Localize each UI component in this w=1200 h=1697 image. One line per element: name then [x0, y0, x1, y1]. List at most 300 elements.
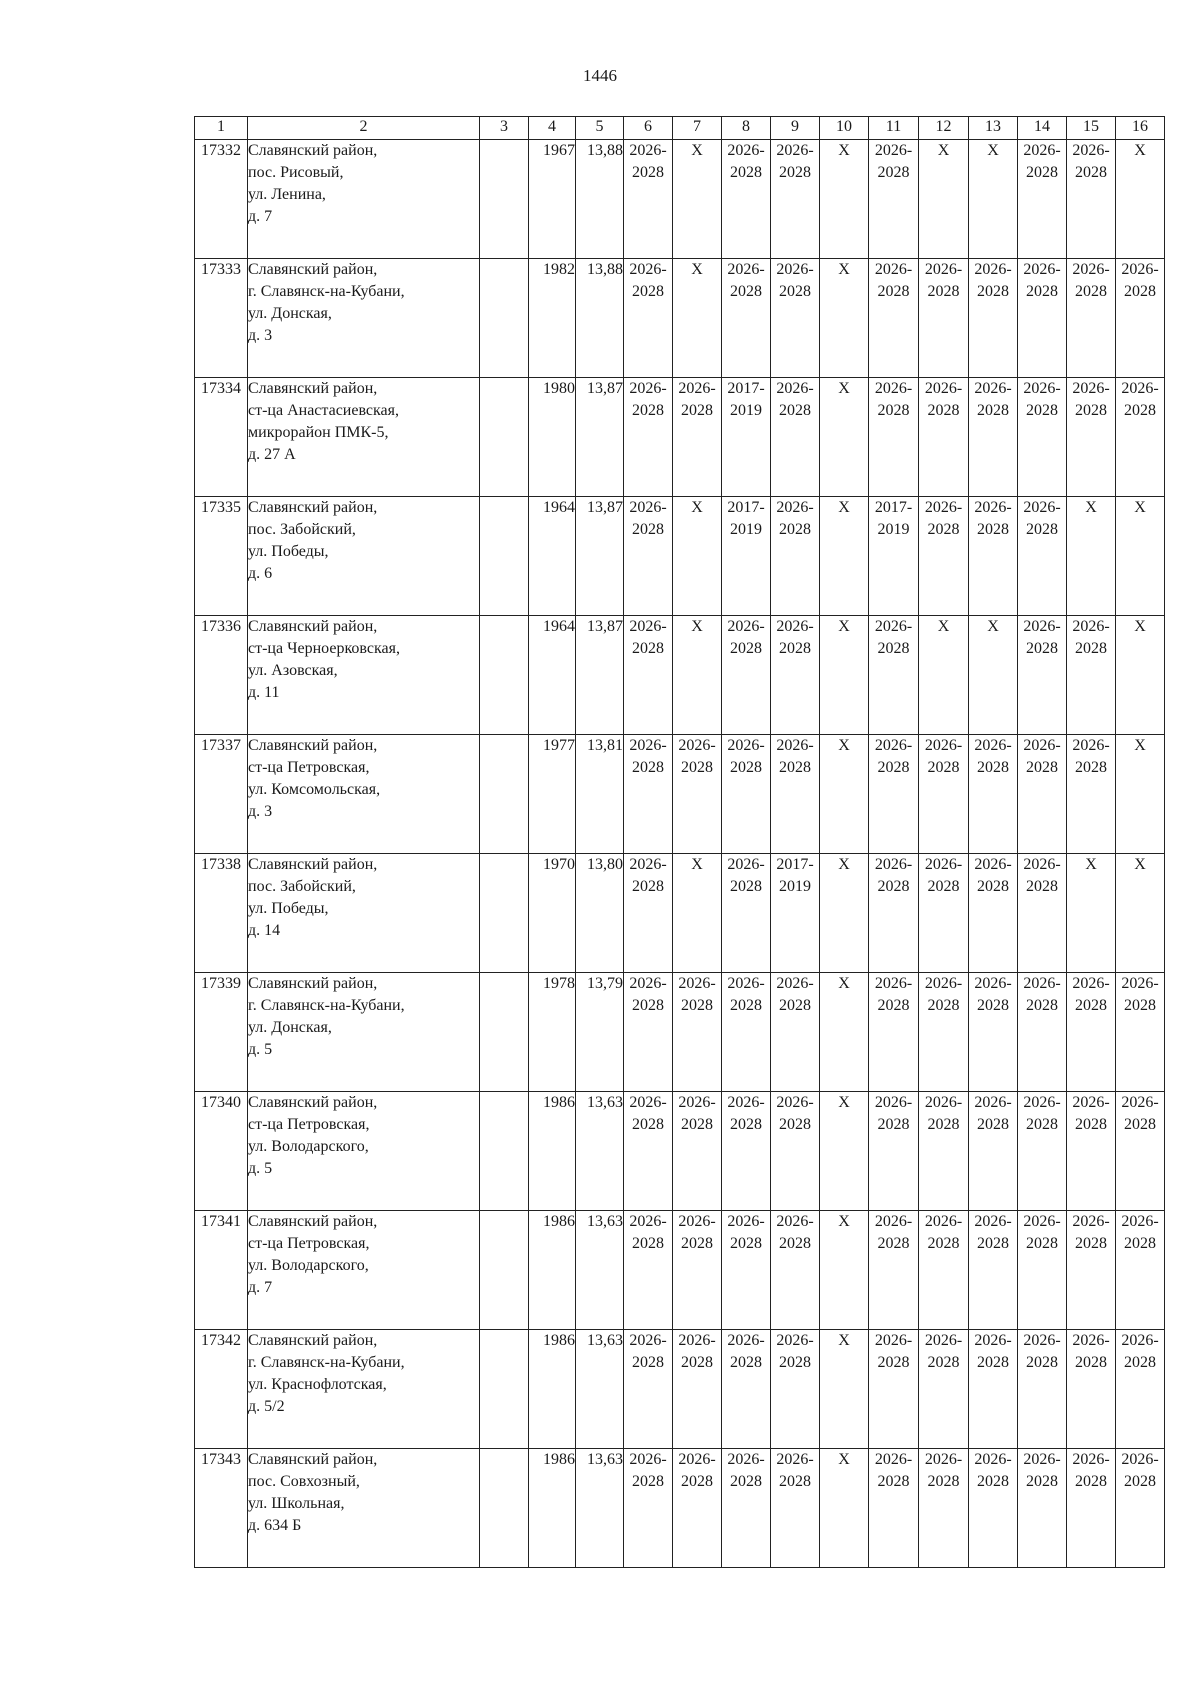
- period-end: 2028: [1075, 1116, 1107, 1133]
- period-cell-col15: [1067, 1092, 1116, 1211]
- period-cell-col6: [624, 735, 673, 854]
- period-end: 2028: [779, 997, 811, 1014]
- period-cell-col15: [1067, 735, 1116, 854]
- period-cell-col12: [919, 1449, 969, 1568]
- period-start: 2026-: [678, 1332, 716, 1349]
- period-cell-col7: X: [673, 497, 722, 616]
- period-end: 2028: [1026, 759, 1058, 776]
- period-cell-col13: [969, 1211, 1018, 1330]
- period-end: 2028: [779, 640, 811, 657]
- address-line: пос. Забойский,: [248, 878, 356, 895]
- column-header-16: 16: [1116, 117, 1165, 140]
- period-start: 2026-: [629, 380, 667, 397]
- period-cell-col16: [1116, 973, 1165, 1092]
- year-cell: 1977: [529, 735, 576, 854]
- address-line: Славянский район,: [248, 1213, 378, 1230]
- address-cell: [248, 1330, 480, 1449]
- period-start: 2026-: [924, 1213, 963, 1230]
- address-line: Славянский район,: [248, 1094, 378, 1111]
- row-id: 17338: [195, 854, 248, 973]
- period-start: 2026-: [678, 737, 716, 754]
- table-row: [195, 1092, 1165, 1211]
- period-cell-col11: [869, 259, 919, 378]
- table-row: [195, 973, 1165, 1092]
- register-table: [194, 116, 1165, 1568]
- period-end: 2028: [877, 759, 910, 776]
- period-start: 2026-: [974, 380, 1012, 397]
- period-end: 2028: [779, 1116, 811, 1133]
- period-start: 2026-: [1023, 261, 1061, 278]
- period-start: 2026-: [1121, 261, 1159, 278]
- period-start: 2026-: [924, 1094, 963, 1111]
- period-start: 2026-: [776, 380, 814, 397]
- address-cell: [248, 1449, 480, 1568]
- period-cell-col7: [673, 1449, 722, 1568]
- period-cell-col15: X: [1067, 497, 1116, 616]
- period-end: 2028: [779, 759, 811, 776]
- period-cell-col14: [1018, 616, 1067, 735]
- address-line: Славянский район,: [248, 499, 378, 516]
- period-end: 2028: [1026, 878, 1058, 895]
- period-start: 2026-: [629, 975, 667, 992]
- period-cell-col8: [722, 616, 771, 735]
- period-start: 2026-: [974, 499, 1012, 516]
- period-cell-col7: [673, 1211, 722, 1330]
- period-end: 2028: [681, 402, 713, 419]
- period-cell-col8: [722, 735, 771, 854]
- period-start: 2026-: [727, 1213, 765, 1230]
- address-line: ул. Комсомольская,: [248, 781, 381, 798]
- period-cell-col12: [919, 1092, 969, 1211]
- period-cell-col10: X: [820, 140, 869, 259]
- col3-cell: [480, 616, 529, 735]
- period-start: 2026-: [874, 142, 913, 159]
- period-cell-col13: [969, 259, 1018, 378]
- period-start: 2017-: [727, 380, 765, 397]
- period-cell-col7: X: [673, 616, 722, 735]
- row-id: 17340: [195, 1092, 248, 1211]
- period-start: 2026-: [874, 737, 913, 754]
- period-cell-col11: [869, 973, 919, 1092]
- period-cell-col7: [673, 378, 722, 497]
- period-cell-col13: [969, 1330, 1018, 1449]
- period-start: 2026-: [776, 499, 814, 516]
- period-end: 2028: [779, 283, 811, 300]
- value-cell: 13,88: [576, 140, 624, 259]
- period-cell-col12: X: [919, 616, 969, 735]
- address-cell: [248, 735, 480, 854]
- period-end: 2028: [977, 283, 1009, 300]
- period-cell-col12: [919, 1330, 969, 1449]
- period-cell-col12: [919, 735, 969, 854]
- period-cell-col11: [869, 378, 919, 497]
- period-start: 2026-: [1023, 380, 1061, 397]
- period-cell-col12: X: [919, 140, 969, 259]
- column-header-7: 7: [673, 117, 722, 140]
- period-end: 2028: [730, 1473, 762, 1490]
- period-cell-col15: [1067, 140, 1116, 259]
- period-end: 2028: [877, 1116, 910, 1133]
- row-id: 17342: [195, 1330, 248, 1449]
- period-start: 2026-: [1023, 975, 1061, 992]
- period-start: 2017-: [776, 856, 814, 873]
- period-start: 2026-: [1023, 499, 1061, 516]
- period-end: 2028: [927, 878, 960, 895]
- period-cell-col9: [771, 854, 820, 973]
- period-end: 2028: [877, 878, 910, 895]
- period-cell-col10: X: [820, 616, 869, 735]
- period-start: 2026-: [924, 737, 963, 754]
- row-id: 17341: [195, 1211, 248, 1330]
- table-row: [195, 854, 1165, 973]
- period-start: 2026-: [776, 1094, 814, 1111]
- period-start: 2026-: [874, 261, 913, 278]
- period-start: 2026-: [924, 856, 963, 873]
- period-end: 2028: [1026, 1473, 1058, 1490]
- period-cell-col8: [722, 497, 771, 616]
- period-start: 2026-: [678, 975, 716, 992]
- period-end: 2028: [977, 759, 1009, 776]
- value-cell: 13,87: [576, 497, 624, 616]
- value-cell: 13,63: [576, 1211, 624, 1330]
- period-cell-col7: X: [673, 854, 722, 973]
- address-line: д. 3: [248, 327, 273, 344]
- period-cell-col12: [919, 259, 969, 378]
- period-start: 2026-: [727, 975, 765, 992]
- period-start: 2026-: [629, 618, 667, 635]
- col3-cell: [480, 259, 529, 378]
- period-end: 2028: [927, 1235, 960, 1252]
- period-end: 2028: [730, 997, 762, 1014]
- period-end: 2028: [1124, 997, 1156, 1014]
- period-start: 2026-: [629, 1451, 667, 1468]
- period-start: 2026-: [1023, 1332, 1061, 1349]
- address-line: Славянский район,: [248, 975, 378, 992]
- address-line: ул. Ленина,: [248, 186, 326, 203]
- period-cell-col14: [1018, 735, 1067, 854]
- period-cell-col13: [969, 854, 1018, 973]
- address-line: Славянский район,: [248, 142, 378, 159]
- period-start: 2026-: [874, 1094, 913, 1111]
- period-start: 2026-: [974, 856, 1012, 873]
- period-cell-col9: [771, 1330, 820, 1449]
- period-start: 2026-: [974, 1213, 1012, 1230]
- period-start: 2026-: [974, 737, 1012, 754]
- period-start: 2026-: [629, 856, 667, 873]
- period-end: 2028: [1124, 1116, 1156, 1133]
- period-start: 2026-: [1072, 618, 1110, 635]
- period-start: 2026-: [776, 1213, 814, 1230]
- address-line: ул. Донская,: [248, 1019, 332, 1036]
- address-line: д. 27 А: [248, 446, 296, 463]
- address-line: микрорайон ПМК-5,: [248, 424, 389, 441]
- period-cell-col9: [771, 259, 820, 378]
- row-id: 17334: [195, 378, 248, 497]
- period-cell-col6: [624, 616, 673, 735]
- period-end: 2028: [1075, 997, 1107, 1014]
- period-end: 2028: [977, 997, 1009, 1014]
- page-number: 1446: [583, 66, 617, 85]
- address-cell: [248, 497, 480, 616]
- period-cell-col11: [869, 1330, 919, 1449]
- period-cell-col6: [624, 973, 673, 1092]
- period-cell-col9: [771, 497, 820, 616]
- period-end: 2028: [730, 878, 762, 895]
- address-cell: [248, 1092, 480, 1211]
- period-end: 2028: [730, 283, 762, 300]
- period-end: 2028: [730, 1116, 762, 1133]
- period-cell-col13: [969, 973, 1018, 1092]
- period-cell-col9: [771, 140, 820, 259]
- period-start: 2026-: [1072, 261, 1110, 278]
- period-cell-col10: X: [820, 497, 869, 616]
- period-start: 2026-: [1023, 142, 1061, 159]
- period-end: 2028: [632, 640, 664, 657]
- col3-cell: [480, 973, 529, 1092]
- period-cell-col13: [969, 378, 1018, 497]
- period-start: 2026-: [727, 1332, 765, 1349]
- period-start: 2026-: [629, 1332, 667, 1349]
- year-cell: 1986: [529, 1330, 576, 1449]
- period-cell-col6: [624, 497, 673, 616]
- column-header-8: 8: [722, 117, 771, 140]
- period-cell-col12: [919, 497, 969, 616]
- period-cell-col16: [1116, 1092, 1165, 1211]
- period-end: 2028: [927, 283, 960, 300]
- address-line: ул. Краснофлотская,: [248, 1376, 387, 1393]
- value-cell: 13,79: [576, 973, 624, 1092]
- period-start: 2026-: [1023, 737, 1061, 754]
- table-row: [195, 616, 1165, 735]
- period-end: 2028: [1026, 1235, 1058, 1252]
- address-cell: [248, 854, 480, 973]
- address-cell: [248, 140, 480, 259]
- period-start: 2026-: [776, 1332, 814, 1349]
- column-header-2: 2: [248, 117, 480, 140]
- period-cell-col8: [722, 378, 771, 497]
- period-cell-col14: [1018, 1330, 1067, 1449]
- column-header-12: 12: [919, 117, 969, 140]
- period-end: 2028: [632, 1235, 664, 1252]
- table-row: [195, 735, 1165, 854]
- period-cell-col10: X: [820, 378, 869, 497]
- period-start: 2026-: [1072, 1451, 1110, 1468]
- period-cell-col15: [1067, 973, 1116, 1092]
- period-start: 2026-: [727, 618, 765, 635]
- period-start: 2026-: [874, 1451, 913, 1468]
- period-end: 2028: [632, 1116, 664, 1133]
- period-cell-col7: X: [673, 259, 722, 378]
- period-end: 2028: [1075, 759, 1107, 776]
- period-end: 2028: [1026, 640, 1058, 657]
- period-start: 2026-: [776, 618, 814, 635]
- period-end: 2028: [927, 402, 960, 419]
- address-line: ст-ца Анастасиевская,: [248, 402, 400, 419]
- period-cell-col9: [771, 1449, 820, 1568]
- row-id: 17332: [195, 140, 248, 259]
- period-cell-col14: [1018, 140, 1067, 259]
- col3-cell: [480, 1211, 529, 1330]
- period-cell-col9: [771, 1092, 820, 1211]
- period-cell-col16: X: [1116, 616, 1165, 735]
- period-start: 2026-: [1121, 1451, 1159, 1468]
- period-start: 2026-: [924, 380, 963, 397]
- period-cell-col11: [869, 1092, 919, 1211]
- col3-cell: [480, 735, 529, 854]
- period-start: 2026-: [874, 856, 913, 873]
- table-header: [195, 117, 1165, 140]
- period-end: 2028: [927, 1473, 960, 1490]
- column-header-13: 13: [969, 117, 1018, 140]
- period-cell-col16: [1116, 1330, 1165, 1449]
- period-cell-col6: [624, 1092, 673, 1211]
- period-start: 2026-: [629, 142, 667, 159]
- col3-cell: [480, 497, 529, 616]
- address-line: Славянский район,: [248, 618, 378, 635]
- row-id: 17337: [195, 735, 248, 854]
- address-line: ул. Азовская,: [248, 662, 338, 679]
- address-line: ст-ца Черноерковская,: [248, 640, 400, 657]
- period-end: 2028: [1026, 164, 1058, 181]
- period-cell-col10: X: [820, 973, 869, 1092]
- address-line: д. 7: [248, 1279, 273, 1296]
- column-header-9: 9: [771, 117, 820, 140]
- period-end: 2028: [1026, 521, 1058, 538]
- period-end: 2028: [779, 1354, 811, 1371]
- period-end: 2028: [977, 402, 1009, 419]
- row-id: 17333: [195, 259, 248, 378]
- address-line: д. 14: [248, 922, 281, 939]
- address-line: ст-ца Петровская,: [248, 1235, 370, 1252]
- address-line: Славянский район,: [248, 261, 378, 278]
- table-row: [195, 259, 1165, 378]
- period-cell-col6: [624, 1449, 673, 1568]
- period-end: 2028: [1124, 283, 1156, 300]
- period-end: 2028: [977, 1354, 1009, 1371]
- period-cell-col16: [1116, 1211, 1165, 1330]
- period-start: 2026-: [727, 1451, 765, 1468]
- year-cell: 1964: [529, 497, 576, 616]
- period-cell-col11: [869, 497, 919, 616]
- table-row: [195, 1211, 1165, 1330]
- period-cell-col12: [919, 973, 969, 1092]
- period-cell-col15: [1067, 378, 1116, 497]
- period-end: 2019: [779, 878, 811, 895]
- period-cell-col14: [1018, 1211, 1067, 1330]
- period-end: 2028: [977, 1116, 1009, 1133]
- period-start: 2026-: [776, 261, 814, 278]
- value-cell: 13,87: [576, 616, 624, 735]
- period-end: 2028: [1075, 164, 1107, 181]
- period-start: 2026-: [678, 380, 716, 397]
- period-start: 2026-: [924, 975, 963, 992]
- period-end: 2028: [681, 1473, 713, 1490]
- period-start: 2026-: [1121, 380, 1159, 397]
- period-end: 2028: [927, 1354, 960, 1371]
- period-cell-col14: [1018, 378, 1067, 497]
- period-start: 2026-: [776, 737, 814, 754]
- period-end: 2028: [977, 1473, 1009, 1490]
- period-end: 2028: [1075, 640, 1107, 657]
- period-end: 2028: [927, 759, 960, 776]
- period-end: 2028: [681, 997, 713, 1014]
- period-cell-col8: [722, 140, 771, 259]
- period-end: 2028: [632, 521, 664, 538]
- period-end: 2028: [681, 1354, 713, 1371]
- period-end: 2028: [681, 1235, 713, 1252]
- period-cell-col15: [1067, 616, 1116, 735]
- column-header-15: 15: [1067, 117, 1116, 140]
- period-start: 2026-: [974, 1451, 1012, 1468]
- row-id: 17343: [195, 1449, 248, 1568]
- period-cell-col16: X: [1116, 140, 1165, 259]
- period-end: 2028: [730, 1235, 762, 1252]
- period-cell-col16: X: [1116, 735, 1165, 854]
- period-start: 2026-: [874, 975, 913, 992]
- address-cell: [248, 259, 480, 378]
- period-end: 2028: [730, 164, 762, 181]
- period-cell-col14: [1018, 1092, 1067, 1211]
- period-cell-col6: [624, 1330, 673, 1449]
- year-cell: 1982: [529, 259, 576, 378]
- column-header-5: 5: [576, 117, 624, 140]
- period-cell-col14: [1018, 259, 1067, 378]
- period-end: 2028: [632, 759, 664, 776]
- col3-cell: [480, 140, 529, 259]
- period-start: 2026-: [1023, 1213, 1061, 1230]
- period-start: 2026-: [629, 499, 667, 516]
- period-cell-col14: [1018, 973, 1067, 1092]
- period-start: 2026-: [727, 1094, 765, 1111]
- address-cell: [248, 616, 480, 735]
- period-cell-col15: [1067, 1211, 1116, 1330]
- period-start: 2026-: [629, 1094, 667, 1111]
- period-cell-col8: [722, 1449, 771, 1568]
- value-cell: 13,63: [576, 1092, 624, 1211]
- period-start: 2026-: [1072, 737, 1110, 754]
- column-header-14: 14: [1018, 117, 1067, 140]
- period-start: 2026-: [727, 142, 765, 159]
- period-start: 2026-: [1072, 1332, 1110, 1349]
- period-cell-col16: X: [1116, 854, 1165, 973]
- period-start: 2026-: [629, 261, 667, 278]
- year-cell: 1970: [529, 854, 576, 973]
- period-cell-col8: [722, 1330, 771, 1449]
- address-line: д. 11: [248, 684, 280, 701]
- period-end: 2028: [632, 1473, 664, 1490]
- period-cell-col9: [771, 378, 820, 497]
- period-start: 2026-: [1023, 618, 1061, 635]
- period-end: 2028: [977, 521, 1009, 538]
- period-end: 2028: [1124, 1235, 1156, 1252]
- period-start: 2026-: [874, 1213, 913, 1230]
- period-start: 2026-: [974, 975, 1012, 992]
- period-end: 2028: [877, 283, 910, 300]
- address-line: ул. Володарского,: [248, 1138, 369, 1155]
- period-end: 2028: [877, 997, 910, 1014]
- period-cell-col8: [722, 1211, 771, 1330]
- table-row: [195, 1330, 1165, 1449]
- period-start: 2026-: [678, 1094, 716, 1111]
- address-cell: [248, 1211, 480, 1330]
- period-cell-col10: X: [820, 1092, 869, 1211]
- period-cell-col13: [969, 1449, 1018, 1568]
- period-cell-col11: [869, 735, 919, 854]
- period-start: 2026-: [629, 1213, 667, 1230]
- year-cell: 1978: [529, 973, 576, 1092]
- address-line: ул. Победы,: [248, 543, 329, 560]
- row-id: 17336: [195, 616, 248, 735]
